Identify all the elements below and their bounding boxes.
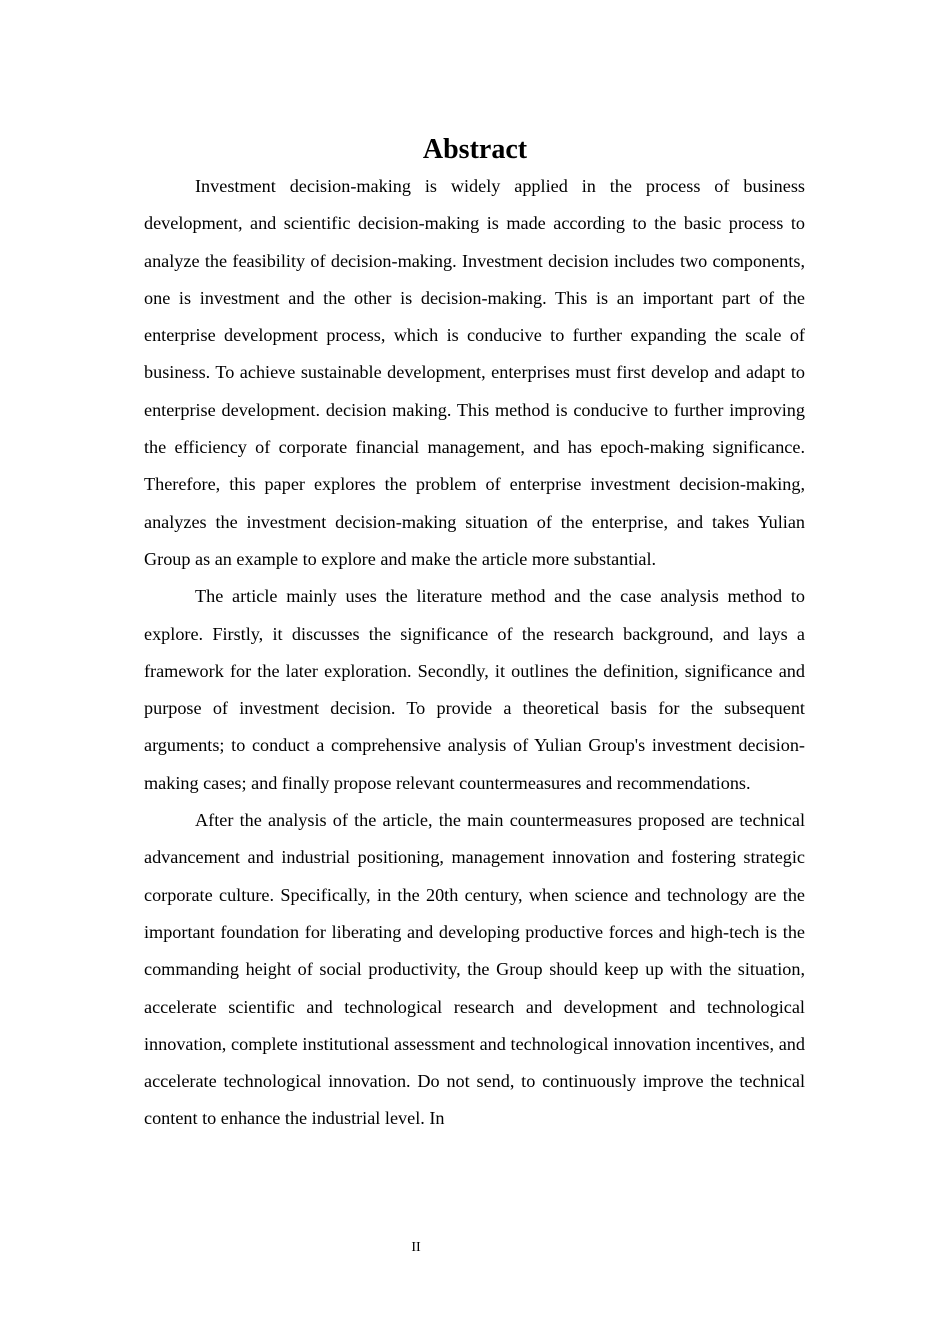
page-number: II (411, 1240, 421, 1255)
abstract-title: Abstract (422, 134, 528, 165)
paragraph-3: After the analysis of the article, the main countermeasures proposed are technical advancement and industrial positioning, management innovation and fostering strategic corporate culture. Specifically, in the 20th century, when science and technology are the important foundation for liberating and developing productive forces and high-tech is the commanding height of social productivity, the Group should keep up with the situation, accelerate scientific and technological research and development and technological innovation, complete institutional assessment and technological innovation incentives, and accelerate technological innovation. Do not send, to continuously improve the technical content to enhance the industrial level. In (144, 810, 805, 1129)
paragraph-2: The article mainly uses the literature method and the case analysis method to explore. Firstly, it discusses the significance of the research background, and lays a framework for the later exploration. Secondly, it outlines the definition, significance and purpose of investment decision. To provide a theoretical basis for the subsequent arguments; to conduct a comprehensive analysis of Yulian Group's investment decision-making cases; and finally propose relevant countermeasures and recommendations. (144, 586, 805, 793)
paragraph-1: Investment decision-making is widely applied in the process of business development, and scientific decision-making is made according to the basic process to analyze the feasibility of decision-making. Investment decision includes two components, one is investment and the other is decision-making. This is an important part of the enterprise development process, which is conducive to further expanding the scale of business. To achieve sustainable development, enterprises must first develop and adapt to enterprise development. decision making. This method is conducive to further improving the efficiency of corporate financial management, and has epoch-making significance. Therefore, this paper explores the problem of enterprise investment decision-making, analyzes the investment decision-making situation of the enterprise, and takes Yulian Group as an example to explore and make the article more substantial. (144, 176, 805, 569)
abstract-body (144, 168, 805, 1138)
